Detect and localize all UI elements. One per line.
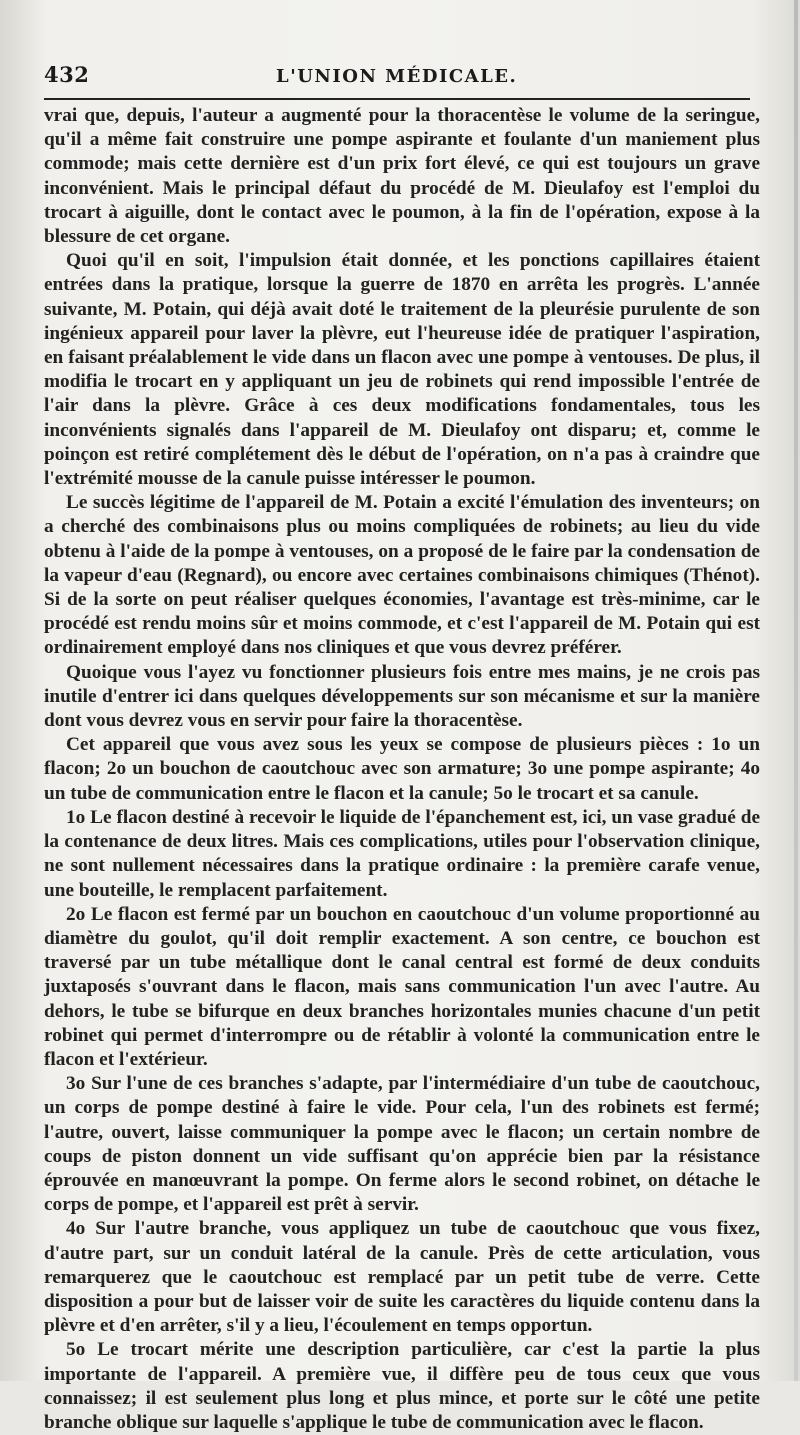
- paragraph: 5o Le trocart mérite une description particulière, car c'est la partie la plus importante de l'appareil. A première vue, il diffère peu de tous ceux que vous connaissez; il est seulement plus long et plus mince, et porte sur le côté une petite branche oblique sur laquelle s'applique le tube de communication avec le flacon.: [44, 1339, 760, 1433]
- paragraph: 1o Le flacon destiné à recevoir le liquide de l'épanchement est, ici, un vase gradué de la contenance de deux litres. Mais ces complications, utiles pour l'observation clinique, ne sont nullement nécessaires dans la pratique ordinaire : la première carafe venue, une bouteille, le remplacent parfaitement.: [44, 806, 760, 901]
- paragraph: vrai que, depuis, l'auteur a augmenté pour la thoracentèse le volume de la seringue, qu'il a même fait construire une pompe aspirante et foulante d'un maniement plus commode; mais cette dernière est d'un prix fort élevé, ce qui est toujours un grave inconvénient. Mais le principal défaut du procédé de M. Dieulafoy est l'emploi du trocart à aiguille, dont le contact avec le poumon, à la fin de l'opération, expose à la blessure de cet organe.: [44, 105, 760, 248]
- paragraph: 2o Le flacon est fermé par un bouchon en caoutchouc d'un volume proportionné au diamètre du goulot, qu'il doit remplir exactement. A son centre, ce bouchon est traversé par un tube métallique dont le canal central est formé de deux conduits juxtaposés s'ouvrant dans le flacon, mais sans communication l'un avec l'autre. Au dehors, le tube se bifurque en deux branches horizontales munies chacune d'un petit robinet qui permet d'interrompre ou de rétablir à volonté la communication entre le flacon et l'extérieur.: [44, 903, 760, 1070]
- paragraph: 3o Sur l'une de ces branches s'adapte, par l'intermédiaire d'un tube de caoutchouc, un corps de pompe destiné à faire le vide. Pour cela, l'un des robinets est fermé; l'autre, ouvert, laisse communiquer la pompe avec le flacon; un certain nombre de coups de piston donnent un vide suffisant qu'on apprécie bien par la résistance éprouvée en manœuvrant la pompe. On ferme alors le second robinet, on détache le corps de pompe, et l'appareil est prêt à servir.: [44, 1073, 760, 1216]
- paragraph: Le succès légitime de l'appareil de M. Potain a excité l'émulation des inventeurs; on a cherché des combinaisons plus ou moins compliquées de robinets; au lieu du vide obtenu à l'aide de la pompe à ventouses, on a proposé de le faire par la condensation de la vapeur d'eau (Regnard), ou encore avec certaines combinaisons chimiques (Thénot). Si de la sorte on peut réaliser quelques économies, l'avantage est très-minime, car le procédé est rendu moins sûr et moins commode, et c'est l'appareil de M. Potain qui est ordinairement employé dans nos cliniques et que vous devrez préférer.: [44, 492, 760, 659]
- running-title: L'UNION MÉDICALE.: [276, 66, 518, 87]
- paragraph: Quoi qu'il en soit, l'impulsion était donnée, et les ponctions capillaires étaient entrées dans la pratique, lorsque la guerre de 1870 en arrêta les progrès. L'année suivante, M. Potain, qui déjà avait doté le traitement de la pleurésie purulente de son ingénieux appareil pour laver la plèvre, eut l'heureuse idée de pratiquer l'aspiration, en faisant préalablement le vide dans un flacon avec une pompe à ventouses. De plus, il modifia le trocart en y appliquant un jeu de robinets qui rend impossible l'entrée de l'air dans la plèvre. Grâce à ces deux modifications fondamentales, tous les inconvénients signalés dans l'appareil de M. Dieulafoy ont disparu; et, comme le poinçon est retiré complétement dès le début de l'opération, on n'a pas à craindre que l'extrémité mousse de la canule puisse intéresser le poumon.: [44, 250, 760, 490]
- page-edge: [794, 0, 798, 1381]
- paragraph: Quoique vous l'ayez vu fonctionner plusieurs fois entre mes mains, je ne crois pas inutile d'entrer ici dans quelques développements sur son mécanisme et sur la manière dont vous devrez vous en servir pour faire la thoracentèse.: [44, 661, 760, 732]
- header-rule: [44, 98, 750, 100]
- page-number: 432: [44, 62, 90, 87]
- paragraph: 4o Sur l'autre branche, vous appliquez un tube de caoutchouc que vous fixez, d'autre part, sur un conduit latéral de la canule. Près de cette articulation, vous remarquerez que le caoutchouc est remplacé par un petit tube de verre. Cette disposition a pour but de laisser voir de suite les caractères du liquide contenu dans la plèvre et d'en arrêter, s'il y a lieu, l'écoulement en temps opportun.: [44, 1218, 760, 1337]
- paragraph: Cet appareil que vous avez sous les yeux se compose de plusieurs pièces : 1o un flacon; 2o un bouchon de caoutchouc avec son armature; 3o une pompe aspirante; 4o un tube de communication entre le flacon et la canule; 5o le trocart et sa canule.: [44, 734, 760, 804]
- page-header: [44, 62, 744, 90]
- body-text: [44, 104, 760, 1435]
